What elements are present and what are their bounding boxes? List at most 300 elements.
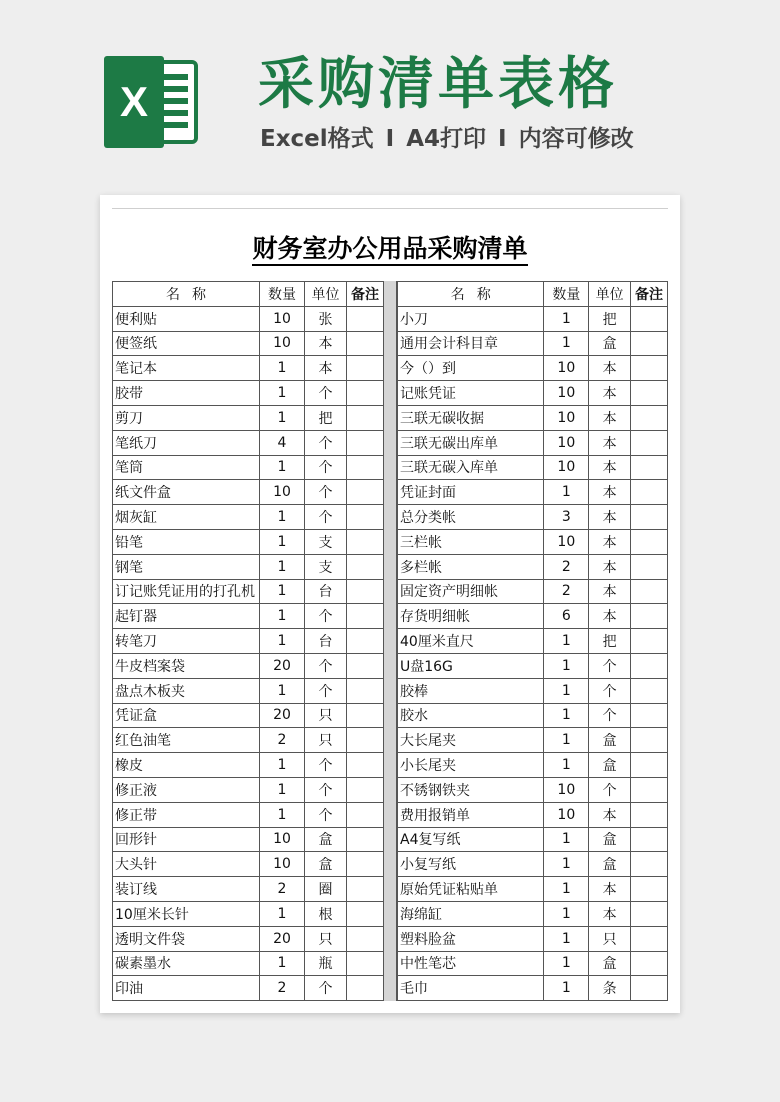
item-qty-cell[interactable]: 10 — [544, 356, 589, 381]
item-unit-cell[interactable]: 个 — [305, 381, 347, 406]
table-row — [398, 852, 668, 877]
subtitle-editable: 内容可修改 — [518, 126, 634, 152]
item-qty-cell[interactable]: 1 — [260, 901, 305, 926]
item-note-cell[interactable] — [631, 976, 668, 1001]
table-row — [113, 926, 384, 951]
item-note-cell[interactable] — [347, 554, 384, 579]
item-name-cell[interactable]: 今（）到 — [398, 356, 544, 381]
item-name-cell[interactable]: 橡皮 — [113, 753, 260, 778]
item-unit-cell[interactable]: 只 — [305, 926, 347, 951]
item-name-cell[interactable]: 10厘米长针 — [113, 901, 260, 926]
item-unit-cell[interactable]: 个 — [305, 678, 347, 703]
item-note-cell[interactable] — [347, 827, 384, 852]
item-unit-cell[interactable]: 个 — [305, 480, 347, 505]
item-unit-cell[interactable]: 个 — [589, 777, 631, 802]
left-table — [112, 281, 384, 1001]
item-qty-cell[interactable]: 2 — [260, 976, 305, 1001]
item-note-cell[interactable] — [631, 356, 668, 381]
item-note-cell[interactable] — [631, 554, 668, 579]
item-unit-cell[interactable]: 本 — [305, 356, 347, 381]
table-row — [113, 356, 384, 381]
item-note-cell[interactable] — [631, 629, 668, 654]
item-name-cell[interactable]: 纸文件盒 — [113, 480, 260, 505]
item-unit-cell[interactable]: 只 — [305, 728, 347, 753]
table-row — [113, 554, 384, 579]
item-name-cell[interactable]: 修正带 — [113, 802, 260, 827]
item-note-cell[interactable] — [631, 505, 668, 530]
item-unit-cell[interactable]: 圈 — [305, 877, 347, 902]
item-unit-cell[interactable]: 支 — [305, 554, 347, 579]
item-note-cell[interactable] — [631, 579, 668, 604]
item-qty-cell[interactable]: 1 — [544, 827, 589, 852]
table-row — [398, 629, 668, 654]
item-qty-cell[interactable]: 1 — [544, 480, 589, 505]
table-row — [113, 480, 384, 505]
item-unit-cell[interactable]: 本 — [589, 877, 631, 902]
item-unit-cell[interactable]: 本 — [589, 505, 631, 530]
item-note-cell[interactable] — [631, 777, 668, 802]
item-qty-cell[interactable]: 20 — [260, 653, 305, 678]
header-unit: 单位 — [589, 282, 631, 307]
header-qty: 数量 — [260, 282, 305, 307]
item-note-cell[interactable] — [347, 529, 384, 554]
item-note-cell[interactable] — [347, 455, 384, 480]
item-note-cell[interactable] — [631, 381, 668, 406]
table-row — [398, 678, 668, 703]
item-qty-cell[interactable]: 1 — [260, 554, 305, 579]
table-row — [398, 653, 668, 678]
item-note-cell[interactable] — [631, 753, 668, 778]
item-name-cell[interactable]: 三联无碳收据 — [398, 405, 544, 430]
item-qty-cell[interactable]: 1 — [260, 505, 305, 530]
item-name-cell[interactable]: 便利贴 — [113, 306, 260, 331]
item-qty-cell[interactable]: 1 — [260, 405, 305, 430]
item-unit-cell[interactable]: 个 — [589, 678, 631, 703]
table-row — [113, 951, 384, 976]
item-name-cell[interactable]: 原始凭证粘贴单 — [398, 877, 544, 902]
table-header-row — [398, 282, 668, 307]
item-note-cell[interactable] — [347, 703, 384, 728]
table-row — [398, 331, 668, 356]
item-note-cell[interactable] — [631, 653, 668, 678]
item-note-cell[interactable] — [631, 529, 668, 554]
item-qty-cell[interactable]: 10 — [544, 777, 589, 802]
item-qty-cell[interactable]: 1 — [260, 951, 305, 976]
item-name-cell[interactable]: 大长尾夹 — [398, 728, 544, 753]
item-unit-cell[interactable]: 只 — [589, 926, 631, 951]
item-qty-cell[interactable]: 1 — [260, 678, 305, 703]
item-note-cell[interactable] — [631, 405, 668, 430]
item-qty-cell[interactable]: 1 — [544, 728, 589, 753]
table-row — [398, 529, 668, 554]
table-row — [398, 802, 668, 827]
item-name-cell[interactable]: 胶水 — [398, 703, 544, 728]
item-unit-cell[interactable]: 盒 — [589, 827, 631, 852]
item-name-cell[interactable]: 盘点木板夹 — [113, 678, 260, 703]
item-qty-cell[interactable]: 1 — [544, 678, 589, 703]
item-name-cell[interactable]: 胶带 — [113, 381, 260, 406]
item-qty-cell[interactable]: 6 — [544, 604, 589, 629]
item-unit-cell[interactable]: 盒 — [589, 331, 631, 356]
table-row — [113, 976, 384, 1001]
item-unit-cell[interactable]: 个 — [589, 703, 631, 728]
item-qty-cell[interactable]: 20 — [260, 926, 305, 951]
table-row — [398, 604, 668, 629]
item-unit-cell[interactable]: 只 — [305, 703, 347, 728]
item-name-cell[interactable]: 毛巾 — [398, 976, 544, 1001]
table-row — [398, 753, 668, 778]
item-note-cell[interactable] — [631, 678, 668, 703]
item-note-cell[interactable] — [347, 802, 384, 827]
table-row — [113, 728, 384, 753]
table-row — [113, 381, 384, 406]
item-qty-cell[interactable]: 1 — [544, 901, 589, 926]
item-qty-cell[interactable]: 1 — [260, 381, 305, 406]
document-title: 财务室办公用品采购清单 — [112, 231, 668, 267]
logo-letter: X — [119, 78, 149, 125]
table-row — [398, 976, 668, 1001]
table-row — [113, 306, 384, 331]
header-note: 备注 — [347, 282, 384, 307]
item-note-cell[interactable] — [631, 306, 668, 331]
item-qty-cell[interactable]: 10 — [544, 802, 589, 827]
item-name-cell[interactable]: 三联无碳入库单 — [398, 455, 544, 480]
table-row — [113, 653, 384, 678]
item-qty-cell[interactable]: 1 — [544, 306, 589, 331]
item-note-cell[interactable] — [347, 579, 384, 604]
item-qty-cell[interactable]: 20 — [260, 703, 305, 728]
item-name-cell[interactable]: 剪刀 — [113, 405, 260, 430]
item-unit-cell[interactable]: 支 — [305, 529, 347, 554]
header-note: 备注 — [631, 282, 668, 307]
item-name-cell[interactable]: 凭证盒 — [113, 703, 260, 728]
item-unit-cell[interactable]: 盒 — [305, 827, 347, 852]
table-row — [113, 579, 384, 604]
item-unit-cell[interactable]: 本 — [589, 381, 631, 406]
table-row — [398, 777, 668, 802]
table-row — [113, 331, 384, 356]
table-row — [398, 728, 668, 753]
item-qty-cell[interactable]: 1 — [544, 331, 589, 356]
table-row — [398, 505, 668, 530]
item-note-cell[interactable] — [631, 827, 668, 852]
item-unit-cell[interactable]: 盒 — [589, 753, 631, 778]
item-qty-cell[interactable]: 1 — [260, 604, 305, 629]
item-unit-cell[interactable]: 个 — [305, 802, 347, 827]
item-name-cell[interactable]: 小长尾夹 — [398, 753, 544, 778]
item-qty-cell[interactable]: 10 — [260, 331, 305, 356]
item-qty-cell[interactable]: 1 — [544, 926, 589, 951]
item-name-cell[interactable]: 大头针 — [113, 852, 260, 877]
table-row — [398, 455, 668, 480]
item-note-cell[interactable] — [347, 777, 384, 802]
item-unit-cell[interactable]: 个 — [305, 753, 347, 778]
item-name-cell[interactable]: 烟灰缸 — [113, 505, 260, 530]
table-row — [113, 430, 384, 455]
item-note-cell[interactable] — [631, 331, 668, 356]
item-unit-cell[interactable]: 台 — [305, 629, 347, 654]
item-note-cell[interactable] — [347, 852, 384, 877]
item-name-cell[interactable]: 印油 — [113, 976, 260, 1001]
item-unit-cell[interactable]: 个 — [305, 455, 347, 480]
subtitle-separator: I — [498, 126, 507, 152]
item-qty-cell[interactable]: 1 — [260, 455, 305, 480]
table-row — [398, 381, 668, 406]
item-qty-cell[interactable]: 10 — [544, 381, 589, 406]
item-unit-cell[interactable]: 盒 — [589, 951, 631, 976]
item-name-cell[interactable]: 牛皮档案袋 — [113, 653, 260, 678]
item-unit-cell[interactable]: 个 — [305, 976, 347, 1001]
item-note-cell[interactable] — [347, 653, 384, 678]
table-row — [113, 777, 384, 802]
item-unit-cell[interactable]: 本 — [589, 430, 631, 455]
item-note-cell[interactable] — [347, 381, 384, 406]
table-row — [398, 579, 668, 604]
item-name-cell[interactable]: 笔筒 — [113, 455, 260, 480]
item-name-cell[interactable]: 三联无碳出库单 — [398, 430, 544, 455]
table-row — [113, 753, 384, 778]
item-note-cell[interactable] — [631, 430, 668, 455]
item-qty-cell[interactable]: 1 — [544, 629, 589, 654]
item-qty-cell[interactable]: 10 — [260, 306, 305, 331]
item-unit-cell[interactable]: 个 — [305, 430, 347, 455]
item-note-cell[interactable] — [347, 430, 384, 455]
table-header-row — [113, 282, 384, 307]
item-qty-cell[interactable]: 10 — [544, 455, 589, 480]
item-qty-cell[interactable]: 2 — [544, 554, 589, 579]
subtitle-separator: I — [385, 126, 395, 152]
item-qty-cell[interactable]: 1 — [260, 629, 305, 654]
item-name-cell[interactable]: 红色油笔 — [113, 728, 260, 753]
item-qty-cell[interactable]: 2 — [260, 728, 305, 753]
item-unit-cell[interactable]: 把 — [305, 405, 347, 430]
item-name-cell[interactable]: 回形针 — [113, 827, 260, 852]
item-name-cell[interactable]: 订记账凭证用的打孔机 — [113, 579, 260, 604]
item-unit-cell[interactable]: 台 — [305, 579, 347, 604]
item-unit-cell[interactable]: 本 — [589, 802, 631, 827]
item-name-cell[interactable]: 总分类帐 — [398, 505, 544, 530]
item-name-cell[interactable]: 40厘米直尺 — [398, 629, 544, 654]
item-qty-cell[interactable]: 2 — [544, 579, 589, 604]
header — [0, 0, 780, 195]
item-qty-cell[interactable]: 10 — [544, 529, 589, 554]
table-row — [113, 852, 384, 877]
item-name-cell[interactable]: A4复写纸 — [398, 827, 544, 852]
table-row — [113, 877, 384, 902]
item-unit-cell[interactable]: 本 — [589, 405, 631, 430]
item-name-cell[interactable]: 多栏帐 — [398, 554, 544, 579]
item-note-cell[interactable] — [631, 926, 668, 951]
table-row — [398, 926, 668, 951]
item-name-cell[interactable]: 转笔刀 — [113, 629, 260, 654]
item-name-cell[interactable]: 塑料脸盆 — [398, 926, 544, 951]
header-name: 名称 — [113, 282, 260, 307]
item-qty-cell[interactable]: 1 — [260, 802, 305, 827]
item-qty-cell[interactable]: 1 — [544, 877, 589, 902]
item-name-cell[interactable]: 通用会计科目章 — [398, 331, 544, 356]
table-row — [398, 430, 668, 455]
item-qty-cell[interactable]: 1 — [260, 529, 305, 554]
table-row — [398, 877, 668, 902]
item-name-cell[interactable]: 固定资产明细帐 — [398, 579, 544, 604]
item-unit-cell[interactable]: 本 — [589, 604, 631, 629]
item-name-cell[interactable]: 起钉器 — [113, 604, 260, 629]
table-row — [398, 827, 668, 852]
item-note-cell[interactable] — [631, 901, 668, 926]
subtitle — [260, 122, 634, 156]
item-unit-cell[interactable]: 瓶 — [305, 951, 347, 976]
table-row — [398, 703, 668, 728]
item-unit-cell[interactable]: 把 — [589, 306, 631, 331]
item-note-cell[interactable] — [347, 877, 384, 902]
item-name-cell[interactable]: 费用报销单 — [398, 802, 544, 827]
table-row — [398, 356, 668, 381]
item-qty-cell[interactable]: 1 — [544, 852, 589, 877]
item-note-cell[interactable] — [631, 951, 668, 976]
table-row — [398, 306, 668, 331]
item-qty-cell[interactable]: 1 — [260, 579, 305, 604]
item-unit-cell[interactable]: 个 — [305, 604, 347, 629]
item-unit-cell[interactable]: 个 — [305, 653, 347, 678]
item-unit-cell[interactable]: 把 — [589, 629, 631, 654]
document-sheet — [100, 195, 680, 1013]
item-qty-cell[interactable]: 1 — [544, 653, 589, 678]
item-note-cell[interactable] — [347, 678, 384, 703]
item-unit-cell[interactable]: 个 — [305, 505, 347, 530]
item-qty-cell[interactable]: 10 — [260, 480, 305, 505]
item-name-cell[interactable]: U盘16G — [398, 653, 544, 678]
table-row — [113, 455, 384, 480]
table-row — [113, 901, 384, 926]
item-unit-cell[interactable]: 盒 — [589, 852, 631, 877]
item-qty-cell[interactable]: 3 — [544, 505, 589, 530]
item-name-cell[interactable]: 笔纸刀 — [113, 430, 260, 455]
header-name: 名称 — [398, 282, 544, 307]
table-row — [398, 951, 668, 976]
item-qty-cell[interactable]: 1 — [544, 976, 589, 1001]
item-note-cell[interactable] — [347, 505, 384, 530]
item-note-cell[interactable] — [347, 753, 384, 778]
table-row — [113, 604, 384, 629]
item-unit-cell[interactable]: 本 — [589, 554, 631, 579]
table-row — [113, 802, 384, 827]
item-unit-cell[interactable]: 本 — [589, 901, 631, 926]
item-qty-cell[interactable]: 10 — [544, 430, 589, 455]
item-note-cell[interactable] — [347, 405, 384, 430]
item-qty-cell[interactable]: 1 — [544, 951, 589, 976]
item-name-cell[interactable]: 便签纸 — [113, 331, 260, 356]
item-unit-cell[interactable]: 根 — [305, 901, 347, 926]
item-unit-cell[interactable]: 本 — [305, 331, 347, 356]
item-unit-cell[interactable]: 本 — [589, 529, 631, 554]
excel-logo-icon — [100, 52, 200, 152]
item-name-cell[interactable]: 碳素墨水 — [113, 951, 260, 976]
item-unit-cell[interactable]: 个 — [589, 653, 631, 678]
item-unit-cell[interactable]: 本 — [589, 356, 631, 381]
item-unit-cell[interactable]: 张 — [305, 306, 347, 331]
item-note-cell[interactable] — [631, 703, 668, 728]
item-name-cell[interactable]: 胶棒 — [398, 678, 544, 703]
item-qty-cell[interactable]: 10 — [260, 852, 305, 877]
item-note-cell[interactable] — [347, 356, 384, 381]
item-unit-cell[interactable]: 盒 — [589, 728, 631, 753]
table-row — [398, 480, 668, 505]
header-unit: 单位 — [305, 282, 347, 307]
item-unit-cell[interactable]: 盒 — [305, 852, 347, 877]
item-qty-cell[interactable]: 2 — [260, 877, 305, 902]
subtitle-format: Excel格式 — [260, 126, 374, 152]
table-row — [113, 678, 384, 703]
item-note-cell[interactable] — [347, 480, 384, 505]
item-note-cell[interactable] — [347, 331, 384, 356]
item-qty-cell[interactable]: 10 — [260, 827, 305, 852]
item-note-cell[interactable] — [631, 728, 668, 753]
item-name-cell[interactable]: 三栏帐 — [398, 529, 544, 554]
item-note-cell[interactable] — [347, 926, 384, 951]
item-name-cell[interactable]: 存货明细帐 — [398, 604, 544, 629]
table-row — [113, 405, 384, 430]
page-title: 采购清单表格 — [258, 52, 618, 117]
table-row — [113, 703, 384, 728]
item-note-cell[interactable] — [631, 877, 668, 902]
item-qty-cell[interactable]: 1 — [260, 356, 305, 381]
item-note-cell[interactable] — [347, 604, 384, 629]
item-unit-cell[interactable]: 个 — [305, 777, 347, 802]
table-row — [113, 629, 384, 654]
item-name-cell[interactable]: 记账凭证 — [398, 381, 544, 406]
item-qty-cell[interactable]: 1 — [260, 777, 305, 802]
item-name-cell[interactable]: 钢笔 — [113, 554, 260, 579]
item-unit-cell[interactable]: 本 — [589, 455, 631, 480]
item-note-cell[interactable] — [347, 728, 384, 753]
item-name-cell[interactable]: 中性笔芯 — [398, 951, 544, 976]
item-note-cell[interactable] — [631, 852, 668, 877]
document-frame — [112, 208, 668, 1001]
item-qty-cell[interactable]: 1 — [544, 753, 589, 778]
table-row — [113, 505, 384, 530]
item-name-cell[interactable]: 透明文件袋 — [113, 926, 260, 951]
item-note-cell[interactable] — [631, 802, 668, 827]
item-qty-cell[interactable]: 1 — [544, 703, 589, 728]
item-note-cell[interactable] — [347, 901, 384, 926]
item-qty-cell[interactable]: 10 — [544, 405, 589, 430]
item-note-cell[interactable] — [347, 976, 384, 1001]
item-qty-cell[interactable]: 4 — [260, 430, 305, 455]
item-name-cell[interactable]: 铅笔 — [113, 529, 260, 554]
item-name-cell[interactable]: 装订线 — [113, 877, 260, 902]
item-note-cell[interactable] — [347, 951, 384, 976]
item-name-cell[interactable]: 小复写纸 — [398, 852, 544, 877]
item-name-cell[interactable]: 小刀 — [398, 306, 544, 331]
item-note-cell[interactable] — [631, 455, 668, 480]
subtitle-print: A4打印 — [406, 126, 487, 152]
item-name-cell[interactable]: 不锈钢铁夹 — [398, 777, 544, 802]
table-row — [113, 827, 384, 852]
item-name-cell[interactable]: 凭证封面 — [398, 480, 544, 505]
item-note-cell[interactable] — [631, 604, 668, 629]
item-note-cell[interactable] — [631, 480, 668, 505]
item-note-cell[interactable] — [347, 629, 384, 654]
item-qty-cell[interactable]: 1 — [260, 753, 305, 778]
item-name-cell[interactable]: 笔记本 — [113, 356, 260, 381]
item-unit-cell[interactable]: 条 — [589, 976, 631, 1001]
item-name-cell[interactable]: 海绵缸 — [398, 901, 544, 926]
item-unit-cell[interactable]: 本 — [589, 480, 631, 505]
item-name-cell[interactable]: 修正液 — [113, 777, 260, 802]
item-note-cell[interactable] — [347, 306, 384, 331]
table-row — [398, 901, 668, 926]
item-unit-cell[interactable]: 本 — [589, 579, 631, 604]
